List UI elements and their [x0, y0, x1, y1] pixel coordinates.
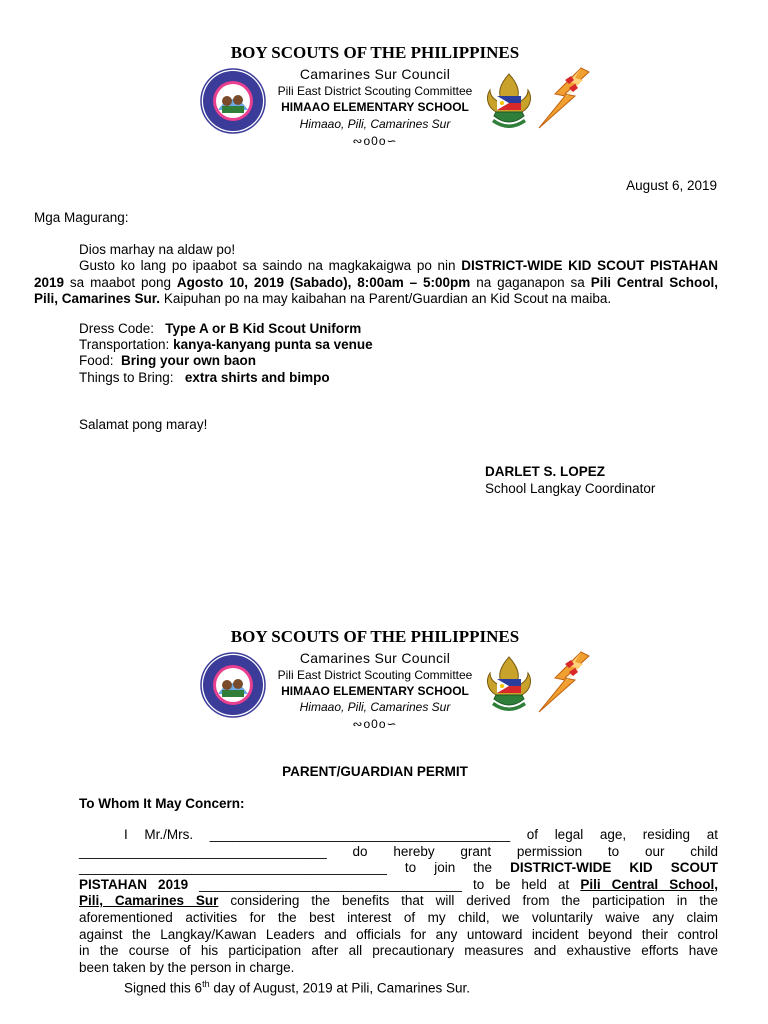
- council-name: Camarines Sur Council: [299, 66, 451, 82]
- school-name: HIMAAO ELEMENTARY SCHOOL: [281, 100, 469, 114]
- school-seal-logo: [200, 652, 266, 718]
- permit-body: I Mr./Mrs. ________________________________________ of legal age, residing at _________________________________ do hereby grant permission to our child _________________________________________ to join the DISTRICT-WIDE KID SCOUT PISTAHAN 2019 ___________________________________ to be held at Pili Central School, Pili, Camarines Sur considering the benefits that will derived from the participation in the aforementioned activities for the best interest of my child, we voluntarily waive any claim against the Langkay/Kawan Leaders and officials for any untoward incident beyond their control in the course of his participation after all precautionary measures and exhaustive efforts have been taken by the person in charge. Signed this 6th day of August, 2019 at Pili, Camarines Sur.: [79, 827, 718, 996]
- letter-closing: Salamat pong maray!: [79, 417, 208, 432]
- letter-salutation: Mga Magurang:: [34, 210, 129, 225]
- school-seal-logo: [200, 68, 266, 134]
- letter-greeting: Dios marhay na aldaw po!: [79, 242, 236, 257]
- signatory-title: School Langkay Coordinator: [485, 481, 656, 496]
- dress-code-line: Dress Code: Type A or B Kid Scout Uniform: [79, 321, 362, 336]
- org-title: BOY SCOUTS OF THE PHILIPPINES: [230, 627, 520, 646]
- child-name-blank[interactable]: _________________________________________: [79, 860, 387, 876]
- ornament: ∾o0o∽: [352, 717, 398, 731]
- bsp-fleur-de-lis-logo: [484, 655, 534, 717]
- lightning-bolt-logo: [535, 650, 593, 714]
- permit-title: PARENT/GUARDIAN PERMIT: [282, 764, 468, 779]
- transportation-line: Transportation: kanya-kanyang punta sa venue: [79, 337, 373, 352]
- council-name: Camarines Sur Council: [299, 650, 451, 666]
- school-address: Himaao, Pili, Camarines Sur: [299, 700, 451, 714]
- parent-name-blank[interactable]: ________________________________________: [209, 827, 511, 842]
- event-name: DISTRICT-WIDE KID SCOUT PISTAHAN: [461, 258, 719, 273]
- letter-date: August 6, 2019: [626, 178, 717, 193]
- signed-line: Signed this 6th day of August, 2019 at Pili, Camarines Sur.: [124, 979, 470, 996]
- food-line: Food: Bring your own baon: [79, 353, 257, 368]
- signatory-name: DARLET S. LOPEZ: [485, 464, 606, 479]
- lightning-bolt-logo: [535, 66, 593, 130]
- event-venue: Pili Central School,: [590, 274, 718, 290]
- address-blank[interactable]: _________________________________: [79, 843, 327, 859]
- committee-name: Pili East District Scouting Committee: [277, 84, 473, 98]
- letter-body-paragraph: Gusto ko lang po ipaabot sa saindo na magkakaigwa po nin DISTRICT-WIDE KID SCOUT PISTAHAN 2019 sa maabot pong Agosto 10, 2019 (Sabado), 8:00am – 5:00pm na gaganapon sa Pili Central School, Pili, Camarines Sur. Kaipuhan po na may kaibahan na Parent/Guardian an Kid Scout na maiba.: [34, 258, 719, 307]
- org-title: BOY SCOUTS OF THE PHILIPPINES: [230, 43, 520, 62]
- committee-name: Pili East District Scouting Committee: [277, 668, 473, 682]
- permit-addressee: To Whom It May Concern:: [79, 796, 245, 811]
- grade-blank[interactable]: ___________________________________: [199, 876, 462, 892]
- school-address: Himaao, Pili, Camarines Sur: [299, 117, 451, 131]
- ornament: ∾o0o∽: [352, 134, 398, 148]
- school-name: HIMAAO ELEMENTARY SCHOOL: [281, 684, 469, 698]
- bsp-fleur-de-lis-logo: [484, 72, 534, 134]
- things-line: Things to Bring: extra shirts and bimpo: [79, 370, 330, 385]
- event-date: Agosto 10, 2019 (Sabado), 8:00am – 5:00pm: [176, 274, 471, 290]
